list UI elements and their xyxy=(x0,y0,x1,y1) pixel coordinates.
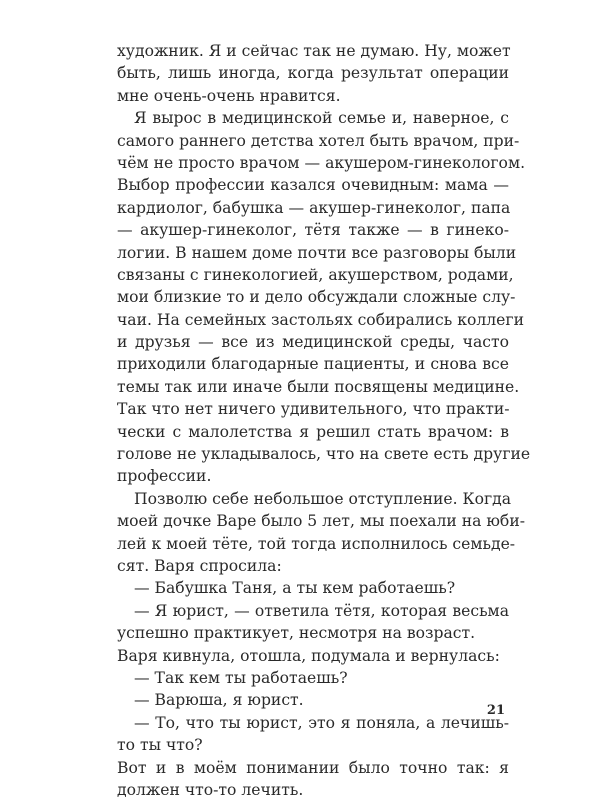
text-line: мои близкие то и дело обсуждали сложные слу- xyxy=(117,286,509,308)
text-line: должен что-то лечить. xyxy=(117,779,509,801)
text-line: профессии. xyxy=(117,465,509,487)
text-line: — Я юрист, — ответила тётя, которая весьма xyxy=(117,600,509,622)
text-line: голове не укладывалось, что на свете есть другие xyxy=(117,443,509,465)
text-line: лей к моей тёте, той тогда исполнилось семьде- xyxy=(117,533,509,555)
paragraph-dialogue xyxy=(117,689,509,711)
text-line: сят. Варя спросила: xyxy=(117,555,509,577)
page-number: 21 xyxy=(475,703,505,718)
paragraph-dialogue xyxy=(117,600,509,645)
text-line: — Бабушка Таня, а ты кем работаешь? xyxy=(117,577,509,599)
paragraph-medical-family xyxy=(117,107,509,488)
text-line: быть, лишь иногда, когда результат операции xyxy=(117,62,509,84)
text-line: — Так кем ты работаешь? xyxy=(117,667,509,689)
text-line: чески с малолетства я решил стать врачом: в xyxy=(117,421,509,443)
paragraph-dialogue xyxy=(117,577,509,599)
paragraph-narration xyxy=(117,645,509,667)
text-line: моей дочке Варе было 5 лет, мы поехали на юби- xyxy=(117,510,509,532)
text-line: чём не просто врачом — акушером-гинекологом. xyxy=(117,152,509,174)
text-line: приходили благодарные пациенты, и снова все xyxy=(117,353,509,375)
text-line: логии. В нашем доме почти все разговоры были xyxy=(117,242,509,264)
text-line: то ты что? xyxy=(117,734,509,756)
text-line: и друзья — все из медицинской среды, часто xyxy=(117,331,509,353)
text-line: чаи. На семейных застольях собирались коллеги xyxy=(117,309,509,331)
text-line: Варя кивнула, отошла, подумала и вернулась: xyxy=(117,645,509,667)
text-line: самого раннего детства хотел быть врачом, при- xyxy=(117,130,509,152)
paragraph-digression xyxy=(117,488,509,578)
text-line: успешно практикует, несмотря на возраст. xyxy=(117,622,509,644)
text-line: темы так или иначе были посвящены медицине. xyxy=(117,376,509,398)
text-line: кардиолог, бабушка — акушер-гинеколог, папа xyxy=(117,197,509,219)
paragraph-dialogue xyxy=(117,667,509,689)
text-line: связаны с гинекологией, акушерством, родами, xyxy=(117,264,509,286)
text-line: мне очень-очень нравится. xyxy=(117,85,509,107)
text-line: Так что нет ничего удивительного, что практи- xyxy=(117,398,509,420)
body-text xyxy=(117,40,509,801)
paragraph-continuation xyxy=(117,40,509,107)
text-line: — То, что ты юрист, это я поняла, а лечишь- xyxy=(117,712,509,734)
text-line: Выбор профессии казался очевидным: мама — xyxy=(117,174,509,196)
text-line: — Варюша, я юрист. xyxy=(117,689,509,711)
paragraph-conclusion xyxy=(117,757,509,801)
text-line: Я вырос в медицинской семье и, наверное, с xyxy=(117,107,509,129)
text-line: художник. Я и сейчас так не думаю. Ну, может xyxy=(117,40,509,62)
text-line: — акушер-гинеколог, тётя также — в гинеко- xyxy=(117,219,509,241)
text-line: Вот и в моём понимании было точно так: я xyxy=(117,757,509,779)
text-line: Позволю себе небольшое отступление. Когда xyxy=(117,488,509,510)
